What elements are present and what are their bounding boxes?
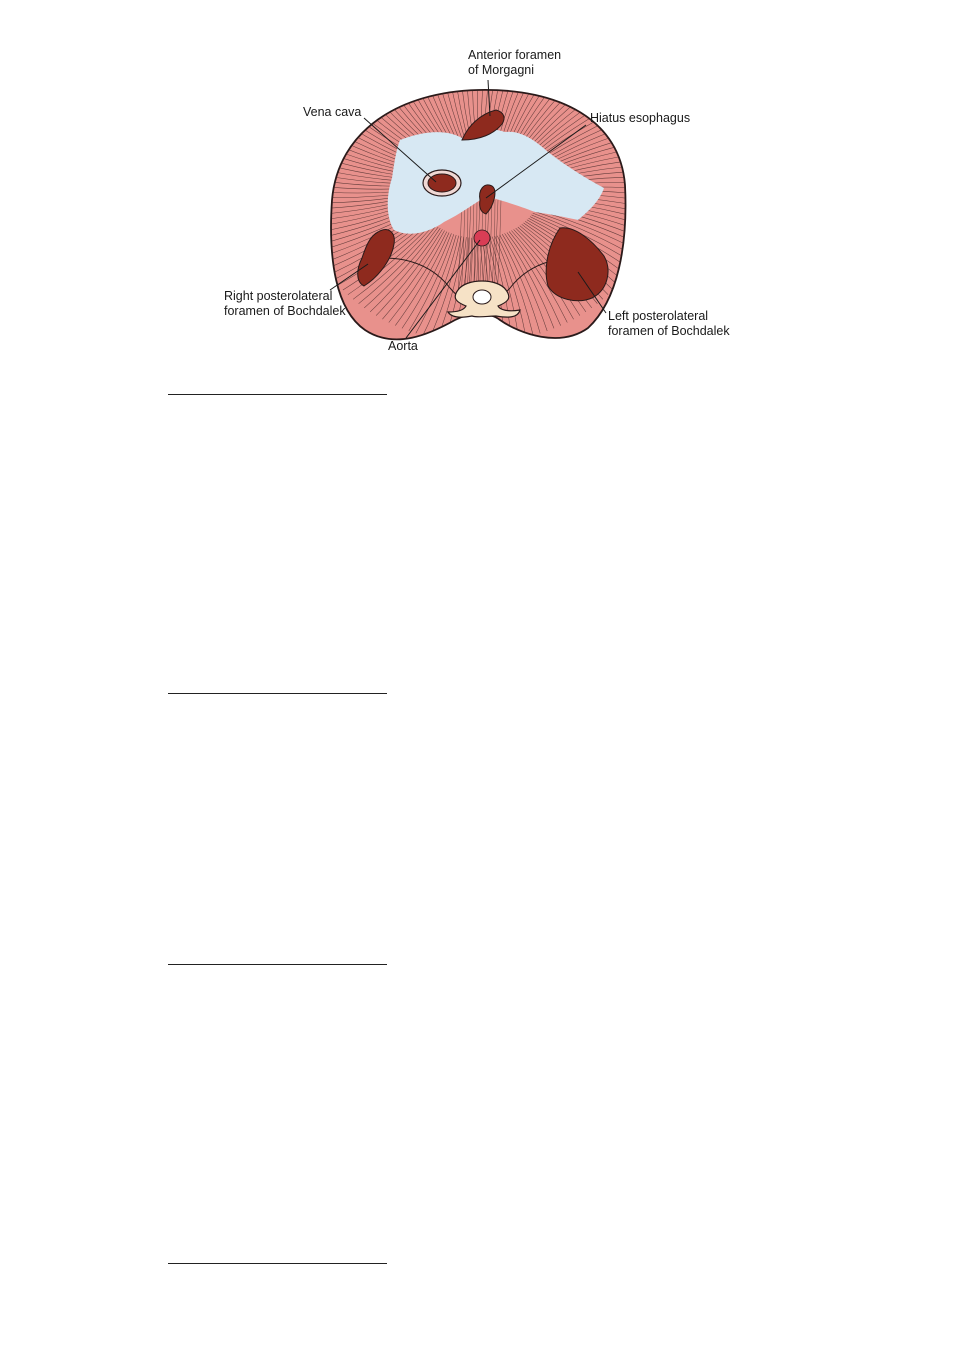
separator-line-1 bbox=[168, 394, 387, 395]
separator-line-3 bbox=[168, 964, 387, 965]
label-right-bochdalek-2: foramen of Bochdalek bbox=[224, 304, 346, 318]
separator-line-2 bbox=[168, 693, 387, 694]
label-aorta: Aorta bbox=[388, 339, 418, 353]
aorta-opening bbox=[474, 230, 490, 246]
vena-cava-opening bbox=[428, 174, 456, 192]
label-morgagni-1: Anterior foramen bbox=[468, 48, 562, 62]
label-vena-cava: Vena cava bbox=[303, 105, 362, 119]
spinal-canal bbox=[473, 290, 491, 304]
separator-line-4 bbox=[168, 1263, 387, 1264]
label-right-bochdalek-1: Right posterolateral bbox=[224, 289, 333, 303]
label-left-bochdalek-2: foramen of Bochdalek bbox=[608, 324, 730, 338]
label-left-bochdalek-1: Left posterolateral bbox=[608, 309, 709, 323]
label-hiatus: Hiatus esophagus bbox=[590, 111, 691, 125]
label-morgagni-2: of Morgagni bbox=[468, 63, 535, 77]
diaphragm-diagram bbox=[0, 0, 953, 380]
